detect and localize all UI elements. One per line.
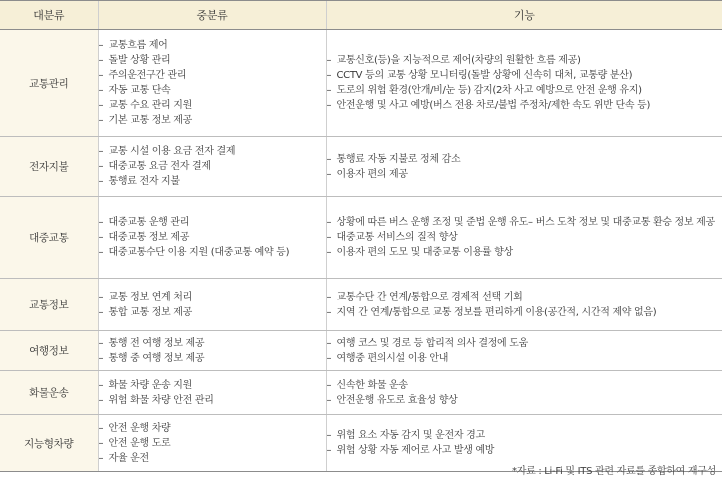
list-item-text: 안전운행 및 사고 예방(버스 전용 차로/불법 주정차/제한 속도 위반 단속 등) [336, 100, 651, 111]
function-list [327, 152, 722, 182]
sub-category-cell [98, 137, 326, 197]
list-item-text: 여행 코스 및 경로 등 합리적 의사 결정에 도움 [336, 337, 529, 349]
list-item-text: 지역 간 연계/통합으로 교통 정보를 편리하게 이용(공간적, 시간적 제약 없음) [336, 306, 657, 318]
list-item-text: 교통 시설 이용 요금 전자 결제 [108, 146, 236, 157]
list-item-text: 대중교통 요금 전자 결제 [108, 161, 211, 172]
header-major-category: 대분류 [0, 1, 98, 30]
sub-category-list [99, 421, 326, 466]
bullet-dash: – [98, 146, 104, 157]
list-item-text: 도로의 위험 환경(안개/비/눈 등) 감지(2차 사고 예방으로 안전 운행 유지) [336, 85, 642, 96]
sub-category-list [99, 215, 326, 260]
list-item-text: 안전운행 유도로 효율성 향상 [336, 394, 458, 406]
major-category-cell: 전자지불 [0, 137, 98, 197]
list-item [327, 443, 722, 458]
bullet-dash: – [326, 352, 332, 364]
list-item-text: 통행 중 여행 정보 제공 [108, 352, 205, 364]
list-item [327, 53, 722, 68]
sub-category-cell [98, 331, 326, 371]
list-item-text: 화물 차량 운송 지원 [108, 379, 193, 391]
bullet-dash: – [98, 379, 104, 391]
list-item [327, 393, 722, 408]
table-row [0, 197, 722, 279]
bullet-dash: – [326, 100, 332, 111]
major-category-cell: 지능형차량 [0, 415, 98, 472]
bullet-dash: – [326, 247, 332, 258]
header-function: 기능 [326, 1, 722, 30]
bullet-dash: – [326, 379, 332, 391]
bullet-dash: – [98, 70, 104, 81]
list-item-text: 이용자 편의 제공 [336, 168, 408, 180]
sub-category-cell [98, 371, 326, 415]
list-item [99, 215, 326, 230]
sub-category-list [99, 336, 326, 366]
list-item-text: 교통흐름 제어 [108, 40, 168, 51]
function-cell [326, 197, 722, 279]
bullet-dash: – [326, 430, 332, 441]
bullet-dash: – [98, 247, 104, 258]
list-item-text: 통합 교통 정보 제공 [108, 306, 193, 318]
table-row [0, 279, 722, 331]
source-note: *자료 : Li-Fi 및 ITS 관련 자료를 종합하여 재구성 [512, 466, 716, 477]
function-cell [326, 331, 722, 371]
list-item-text: 통행료 전자 지불 [108, 176, 180, 187]
list-item-text: 기본 교통 정보 제공 [108, 115, 193, 126]
list-item [99, 393, 326, 408]
list-item [99, 98, 326, 113]
list-item [327, 245, 722, 260]
list-item [327, 68, 722, 83]
list-item [327, 215, 722, 230]
sub-category-list [99, 290, 326, 320]
list-item [99, 83, 326, 98]
table-row [0, 30, 722, 137]
list-item [327, 152, 722, 167]
bullet-dash: – [98, 452, 104, 464]
sub-category-cell [98, 197, 326, 279]
list-item [327, 428, 722, 443]
list-item [327, 98, 722, 113]
function-cell [326, 371, 722, 415]
header-sub-category: 중분류 [98, 1, 326, 30]
table-row [0, 371, 722, 415]
bullet-dash: – [326, 85, 332, 96]
bullet-dash: – [326, 168, 332, 180]
list-item-text: 상황에 따른 버스 운행 조정 및 준법 운행 유도– 버스 도착 정보 및 대중교통 환승 정보 제공 [336, 217, 715, 228]
bullet-dash: – [98, 161, 104, 172]
function-list [327, 428, 722, 458]
list-item-text: 대중교통수단 이용 지원 (대중교통 예약 등) [108, 247, 290, 258]
list-item [99, 336, 326, 351]
sub-category-list [99, 144, 326, 189]
function-cell [326, 279, 722, 331]
list-item [99, 421, 326, 436]
sub-category-cell [98, 279, 326, 331]
list-item [99, 38, 326, 53]
major-category-cell: 교통정보 [0, 279, 98, 331]
list-item [99, 436, 326, 451]
bullet-dash: – [98, 337, 104, 349]
bullet-dash: – [98, 306, 104, 318]
major-category-cell: 대중교통 [0, 197, 98, 279]
list-item [327, 83, 722, 98]
table-header-row [0, 1, 722, 30]
list-item [99, 144, 326, 159]
list-item-text: 안전 운행 도로 [108, 437, 171, 449]
list-item [99, 305, 326, 320]
function-list [327, 378, 722, 408]
list-item [99, 351, 326, 366]
list-item [99, 451, 326, 466]
sub-category-list [99, 38, 326, 128]
list-item-text: 주의운전구간 관리 [108, 70, 187, 81]
bullet-dash: – [98, 422, 104, 434]
bullet-dash: – [326, 445, 332, 456]
list-item-text: 위험 상황 자동 제어로 사고 발생 예방 [336, 445, 495, 456]
list-item [99, 159, 326, 174]
bullet-dash: – [98, 100, 104, 111]
list-item [99, 245, 326, 260]
list-item [99, 53, 326, 68]
list-item [327, 290, 722, 305]
list-item-text: 통행료 자동 지불로 정체 감소 [336, 153, 461, 165]
list-item [99, 378, 326, 393]
bullet-dash: – [98, 55, 104, 66]
bullet-dash: – [326, 291, 332, 303]
function-cell [326, 137, 722, 197]
bullet-dash: – [326, 55, 332, 66]
function-list [327, 53, 722, 113]
bullet-dash: – [326, 337, 332, 349]
bullet-dash: – [326, 394, 332, 406]
table-row [0, 331, 722, 371]
list-item-text: 교통 수요 관리 지원 [108, 100, 193, 111]
bullet-dash: – [98, 232, 104, 243]
bullet-dash: – [326, 232, 332, 243]
bullet-dash: – [98, 85, 104, 96]
bullet-dash: – [326, 153, 332, 165]
list-item-text: 대중교통 정보 제공 [108, 232, 190, 243]
bullet-dash: – [98, 437, 104, 449]
list-item-text: 대중교통 서비스의 질적 향상 [336, 232, 458, 243]
bullet-dash: – [98, 394, 104, 406]
sub-category-cell [98, 415, 326, 472]
list-item [327, 167, 722, 182]
list-item [99, 230, 326, 245]
table-row [0, 137, 722, 197]
list-item-text: 교통수단 간 연계/통합으로 경제적 선택 기회 [336, 291, 523, 303]
list-item [327, 378, 722, 393]
list-item [99, 113, 326, 128]
list-item [99, 68, 326, 83]
bullet-dash: – [98, 176, 104, 187]
bullet-dash: – [98, 217, 104, 228]
list-item-text: 안전 운행 차량 [108, 422, 171, 434]
list-item-text: 대중교통 운행 관리 [108, 217, 190, 228]
major-category-cell: 교통관리 [0, 30, 98, 137]
bullet-dash: – [326, 306, 332, 318]
bullet-dash: – [98, 291, 104, 303]
bullet-dash: – [98, 352, 104, 364]
list-item-text: 자동 교통 단속 [108, 85, 171, 96]
list-item-text: 자율 운전 [108, 452, 149, 464]
list-item-text: 교통 정보 연계 처리 [108, 291, 193, 303]
bullet-dash: – [326, 70, 332, 81]
list-item-text: 교통신호(등)을 지능적으로 제어(차량의 원활한 흐름 제공) [336, 55, 581, 66]
major-category-cell: 화물운송 [0, 371, 98, 415]
bullet-dash: – [98, 40, 104, 51]
list-item-text: 위험 요소 자동 감지 및 운전자 경고 [336, 430, 485, 441]
bullet-dash: – [326, 217, 332, 228]
list-item [99, 290, 326, 305]
list-item-text: 통행 전 여행 정보 제공 [108, 337, 205, 349]
list-item [99, 174, 326, 189]
function-list [327, 336, 722, 366]
sub-category-cell [98, 30, 326, 137]
list-item-text: 돌발 상황 관리 [108, 55, 171, 66]
list-item-text: 여행중 편의시설 이용 안내 [336, 352, 449, 364]
major-category-cell: 여행정보 [0, 331, 98, 371]
list-item-text: 이용자 편의 도모 및 대중교통 이용률 향상 [336, 247, 513, 258]
list-item [327, 336, 722, 351]
sub-category-list [99, 378, 326, 408]
list-item-text: 위험 화물 차량 안전 관리 [108, 394, 214, 406]
list-item-text: CCTV 등의 교통 상황 모니터링(돌발 상황에 신속히 대처, 교통량 분산) [336, 70, 633, 81]
function-list [327, 290, 722, 320]
list-item [327, 230, 722, 245]
list-item [327, 305, 722, 320]
bullet-dash: – [98, 115, 104, 126]
function-cell [326, 30, 722, 137]
list-item [327, 351, 722, 366]
function-list [327, 215, 722, 260]
list-item-text: 신속한 화물 운송 [336, 379, 408, 391]
